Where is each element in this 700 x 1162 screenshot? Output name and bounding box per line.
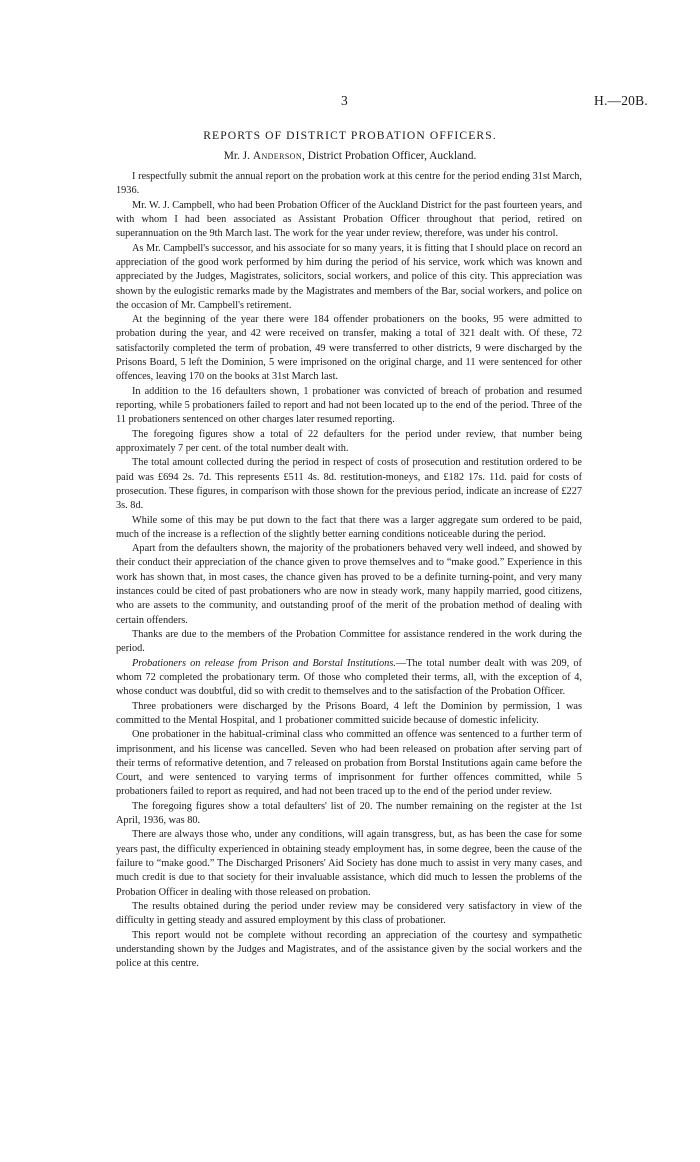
paragraph: While some of this may be put down to the fact that there was a larger aggregate sum ordered to be paid, much of the increase is a reflection of the slightly better earning conditions noticeable during the period. xyxy=(116,514,582,540)
report-body xyxy=(116,170,582,972)
paragraph-text: The total number dealt with was 209, of whom 72 completed the probationary term. Of those who completed their terms, all, with the exception of 4, whose conduct was doubtful, did so with credit to themselves and to the satisfaction of the Probation Officer. xyxy=(116,657,582,698)
paragraph: One probationer in the habitual-criminal class who committed an offence was sentenced to a further term of imprisonment, and his license was cancelled. Seven who had been released on probation after serving part of their terms of reformative detention, and 7 released on probation from Borstal Institutions again came before the Court, and were sentenced to varying terms of imprisonment for further offences committed, while 5 probationers failed to report as required, and had not been traced up to the end of the period under review. xyxy=(116,729,582,798)
paragraph: There are always those who, under any conditions, will again transgress, but, as has been the case for some years past, the difficulty experienced in obtaining steady employment has, in some degree, been the cause of the failure to “make good.” The Discharged Prisoners' Aid Society has done much to assist in very many cases, and much credit is due to that society for their invaluable assistance, which did much to lessen the problems of the Probation Officer in dealing with those released on probation. xyxy=(116,829,582,898)
paragraph: I respectfully submit the annual report on the probation work at this centre for the period ending 31st March, 1936. xyxy=(116,171,582,197)
author-line xyxy=(0,150,700,162)
paragraph: Apart from the defaulters shown, the majority of the probationers behaved very well indeed, and showed by their conduct their appreciation of the chance given to prove themselves and to “make good.” Experience in this work has shown that, in most cases, the chance given has proved to be a definite turning-point, and very many instances could be cited of past probationers who are now in steady work, many happily married, good citizens, who are assets to the community, and outstanding proof of the merit of the probation method of dealing with certain offenders. xyxy=(116,543,582,626)
author-prefix: Mr. J. xyxy=(223,150,253,162)
paragraph: As Mr. Campbell's successor, and his associate for so many years, it is fitting that I should place on record an appreciation of the good work performed by him during the period of his service, work which was known and appreciated by the Judges, Magistrates, solicitors, social workers, and police of this city. This appreciation was shown by the eulogistic remarks made by the Magistrates and members of the Bar, social workers, and police on the occasion of Mr. Campbell's retirement. xyxy=(116,242,582,311)
paragraph: The foregoing figures show a total of 22 defaulters for the period under review, that number being approximately 7 per cent. of the total number dealt with. xyxy=(116,428,582,454)
paragraph: At the beginning of the year there were 184 offender probationers on the books, 95 were admitted to probation during the year, and 42 were received on transfer, making a total of 321 dealt with. Of these, 72 satisfactorily completed the term of probation, 49 were transferred to other districts, 9 were discharged by the Prisons Board, 5 left the Dominion, 5 were imprisoned on the original charge, and 11 were sentenced for other offences, leaving 170 on the books at 31st March last. xyxy=(116,314,582,383)
paragraph: The total amount collected during the period in respect of costs of prosecution and restitution ordered to be paid was £694 2s. 7d. This represents £511 4s. 8d. restitution-moneys, and £182 17s. 11d. paid for costs of prosecution. These figures, in comparison with those shown for the previous period, indicate an increase of £227 3s. 8d. xyxy=(116,457,582,512)
page-reference: H.—20B. xyxy=(594,93,648,108)
paragraph: The foregoing figures show a total defaulters' list of 20. The number remaining on the register at the 1st April, 1936, was 80. xyxy=(116,800,582,827)
paragraph: Mr. W. J. Campbell, who had been Probation Officer of the Auckland District for the past fourteen years, and with whom I had been associated as Assistant Probation Officer throughout that period, retired on superannuation on the 9th March last. The work for the year under review, therefore, was under his control. xyxy=(116,199,582,240)
paragraph: Three probationers were discharged by the Prisons Board, 4 left the Dominion by permission, 1 was committed to the Mental Hospital, and 1 probationer committed suicide because of domestic infelicity. xyxy=(116,700,582,726)
paragraph: This report would not be complete without recording an appreciation of the courtesy and sympathetic understanding shown by the Judges and Magistrates, and of the assistance given by the social workers and the police at this centre. xyxy=(116,929,582,970)
section-heading: Probationers on release from Prison and Borstal Institutions. xyxy=(132,657,396,669)
paragraph: Thanks are due to the members of the Probation Committee for assistance rendered in the work during the period. xyxy=(116,629,582,655)
page-title: REPORTS OF DISTRICT PROBATION OFFICERS. xyxy=(203,129,497,142)
paragraph: In addition to the 16 defaulters shown, 1 probationer was convicted of breach of probation and resumed reporting, while 5 probationers failed to report and had not been located up to the end of the period. Three of the 11 probationers sentenced on other charges later resumed reporting. xyxy=(116,385,582,426)
author-name: Anderson xyxy=(252,150,303,162)
paragraph: The results obtained during the period under review may be considered very satisfactory in view of the difficulty in getting steady and assured employment by this class of probationer. xyxy=(116,900,582,927)
paragraph: Probationers on release from Prison and Borstal Institutions.—The total number dealt with was 209, of whom 72 completed the probationary term. Of those who completed their terms, all, with the exception of 4, whose conduct was doubtful, did so with credit to themselves and to the satisfaction of the Probation Officer. xyxy=(116,657,582,698)
author-suffix: , District Probation Officer, Auckland. xyxy=(302,150,477,162)
page-number: 3 xyxy=(341,93,349,108)
